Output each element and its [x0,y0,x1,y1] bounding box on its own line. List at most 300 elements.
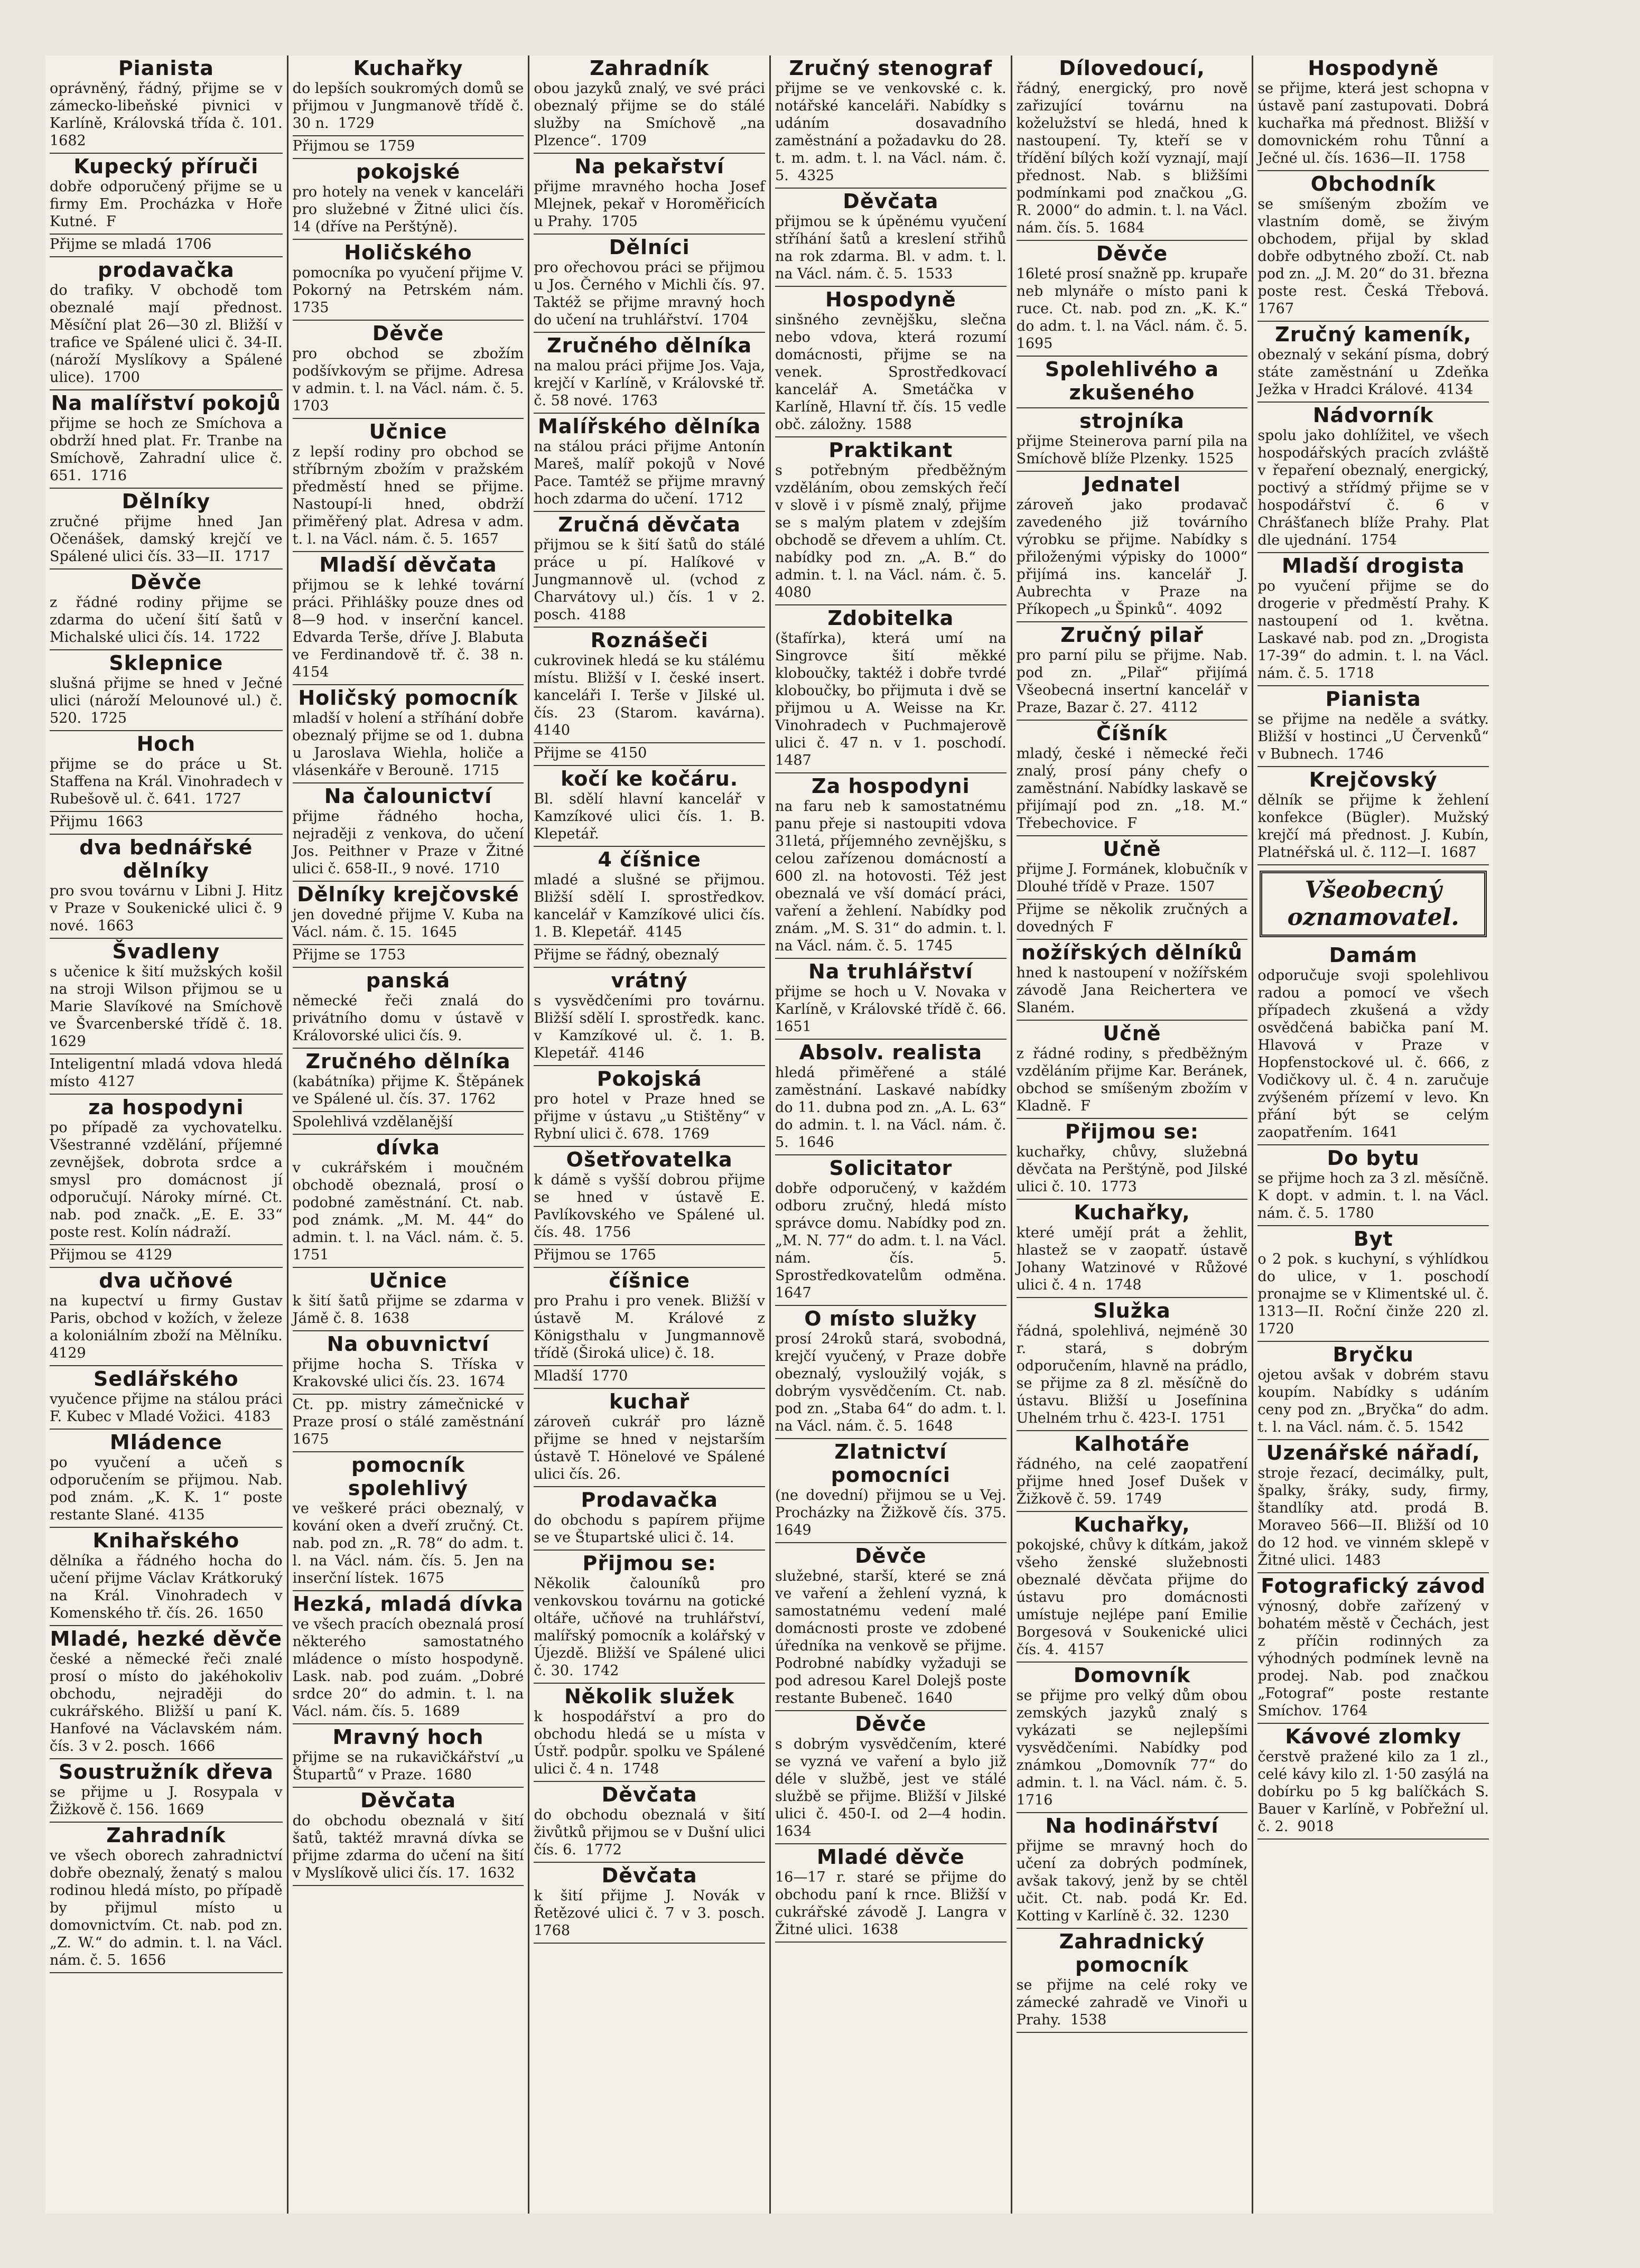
ad-text: se přijme na celé roky ve zámecké zahradě ve Vinoři u Prahy. 1538 [1016,1977,1252,2028]
ad-heading: 4 číšnice [598,848,701,871]
ad-text: kuchařky, chůvy, služebná děvčata na Perštýně, pod Jilské ulici č. 10. 1773 [1016,1144,1252,1195]
classified-ad [1257,767,1494,865]
classified-ad [534,235,770,333]
classified-ad [534,1066,770,1147]
ad-heading: Kupecký příruči [73,155,259,178]
ad-heading: panská [366,969,451,992]
ad-heading: Švadleny [112,940,220,963]
classified-ad [50,1626,287,1759]
ad-heading: dva bednářské dělníky [79,836,253,882]
ad-text: Inteligentní mladá vdova hledá místo 4127 [50,1056,287,1090]
classified-ad [50,1528,287,1626]
ad-heading: Dělníci [609,236,690,259]
ad-text: pokojské, chůvy k dítkám, jakož všeho ženské služebnosti obeznalé děvčata přijme do ústavu pro domácnosti umístuje nejlépe paní Emilie Borgesová v Soukenické ulici čís. 4. 4157 [1016,1537,1252,1658]
ad-text: Bl. sdělí hlavní kancelář v Kamzíkové ulici čís. 1. B. Klepetář. [534,791,770,842]
classified-ad [534,847,770,945]
classified-ad [50,390,287,489]
ad-heading: Děvčata [601,1864,697,1887]
classified-ad [293,945,524,968]
ad-text: zároveň cukrář pro lázně přijme se hned v nejstarším ústavě T. Hönelové ve Spálené ulici čís. 26. [534,1414,770,1482]
classified-ad [1016,622,1252,721]
ad-heading: Zahradník [590,57,710,80]
classified-ad [1016,1431,1252,1512]
ad-text: 16—17 r. staré se přijme do obchodu paní k rnce. Bližší v cukrářské závodě J. Langra v Žitné ulici. 1638 [775,1869,1011,1938]
ad-heading: nožířských dělníků [1021,941,1243,964]
ad-text: pro Prahu i pro venek. Bližší v ústavě M. Králové z Königsthalu v Jungmannově třídě (Široká ulice) č. 18. [534,1293,770,1361]
classified-ad [50,1268,292,1366]
ad-text: Přijmou se 1759 [292,138,415,154]
ad-heading: Uzenářské nářadí, [1266,1441,1480,1464]
ad-text: po vyučení přijme se do drogerie v předměstí Prahy. K nastoupení od 1. května. Laskavé nab. pod zn. „Drogista 17-39“ do admin. t. l. na Václ. nám. č. 5. 1718 [1257,578,1494,682]
ad-text: k šití přijme J. Novák v Řetězové ulici č. 7 v 3. posch. 1768 [534,1888,775,1939]
ad-text: k dámě s vyšší dobrou přijme se hned v ústavě E. Pavlíkovského ve Spálené ul. čís. 48. 1756 [534,1172,770,1240]
classified-ad [1257,942,1494,1145]
classified-ad [534,766,770,847]
ad-heading: za hospodyni [88,1096,244,1119]
classified-ad [775,605,1015,773]
ad-text: přijmou se k úpěnému vyučení stříhání šatů a kreslení střihů na rok zdarma. Bl. v adm. t. l. na Václ. nám. č. 5. 1533 [775,213,1011,282]
ad-text: s dobrým vysvědčením, které se vyzná ve vaření a bylo již déle v službě, jest ve stálé službě se přijme. Bližší v Jilské ulici č. 450-I. od 2—4 hodin. 1634 [775,1736,1015,1840]
ad-heading: Přijmou se: [1065,1120,1199,1143]
ad-text: dobře odporučený přijme se u firmy Em. Procházka v Hoře Kutné. F [50,179,287,230]
classified-ad [1016,1200,1252,1298]
ad-text: na faru neb k samostatnému panu přeje si nastoupiti vdova 31letá, příjemného zevnějšku, s celou zařízenou domácností a 600 zl. na hotovosti. Též jest obeznalá ve vší domácí práci, vaření a žehlení. Nabídky pod znám. „M. S. 31“ do admin. t. l. na Václ. nám. č. 5. 1745 [775,798,1011,954]
ad-heading: Dílovedoucí, [1059,57,1205,80]
masthead-line-2: oznamovatel. [1287,904,1459,931]
ad-heading: dívka [376,1136,440,1159]
ad-text: s potřebným předběžným vzděláním, obou zemských řečí v slově i v písmě znalý, přijme se s malým platem v zdejším obchodě se dřevem a uhlím. Ct. nabídky pod zn. „A. B.“ do admin. t. l. na Václ. nám. č. 5. 4080 [775,462,1015,601]
ad-heading: Pianista [1325,687,1421,711]
classified-ad [775,1155,1015,1306]
ad-text: sinšného zevnějšku, slečna nebo vdova, která rozumí domácnosti, přijme se na venek. Sprostředkovací kancelář A. Smetáčka v Karlíně, Hlavní tř. čís. 15 vedle obč. záložny. 1588 [775,312,1011,433]
ad-heading: Krejčovský [1309,768,1438,791]
ad-heading: Několik služek [564,1685,735,1708]
classified-ad [50,1054,287,1095]
classified-ad [1016,1929,1252,2033]
ad-heading: Dělníky krejčovské [297,883,519,906]
ad-text: s učenice k šití mužských košil na stroji Wilson přijmou se u Marie Slavíkové na Smíchově ve Švarcenberské třídě č. 18. 1629 [50,964,292,1050]
ad-heading: Mladé, hezké děvče [50,1627,282,1650]
ad-heading: Děvče [130,571,202,594]
ad-text: přijme řádného hocha, nejraději z venkova, do učení Jos. Peithner v Praze v Žitné ulici č. 658-II., 9 nové. 1710 [292,808,528,877]
ad-heading: Mladé děvče [816,1845,965,1869]
ad-text: pro hotely na venek v kanceláři pro služebné v Žitné ulici čís. 14 (dříve na Perštýně). [292,184,528,235]
ad-heading: Knihařského [92,1529,240,1552]
ad-text: obeznalý v sekání písma, dobrý státe zaměstnání u Zdeňka Ježka v Hradci Králové. 4134 [1257,347,1494,398]
ad-heading: Učnice [369,1269,448,1292]
classified-ad [534,1389,770,1487]
ad-text: do trafiky. V obchodě tom obeznalé mají přednost. Měsíční plat 26—30 zl. Bližší v trafice ve Spálené ulici č. 34-II. (nároží Myslíkovy a Spálené ulice). 1700 [50,282,287,386]
ad-text: slušná přijme se hned v Ječné ulici (nároží Melounové ul.) č. 520. 1725 [50,675,287,726]
classified-ad [1257,686,1494,767]
classified-ad [292,1268,528,1331]
column-6 [1252,55,1498,2214]
classified-ad [50,257,287,390]
ad-text: Přijmou se 1765 [534,1247,656,1263]
classified-ad [50,154,287,235]
ad-text: odporučuje svoji spolehlivou radou a pomocí ve všech případech zkušená a vždy osvědčená babička paní M. Hlavová v Praze v Hopfenstockové ul. č. 666, z Vodičkovy ul. č. 4 n. zaručuje zvýšeném přízemí v levo. Kn přání být se celým zaopatřením. 1641 [1257,967,1494,1141]
ad-heading: Kalhotáře [1074,1432,1190,1455]
ad-text: pro ořechovou práci se přijmou u Jos. Černého v Michli čís. 97. Taktéž se přijme mravný hoch do učení na truhlářství. 1704 [534,259,770,328]
ad-text: pro hotel v Praze hned se přijme v ústavu „u Stištěny“ v Rybní ulici č. 678. 1769 [534,1091,770,1142]
classified-ad [534,743,765,766]
classified-columns [45,55,1498,2214]
ad-heading: pokojské [356,160,461,183]
ad-text: ojetou avšak v dobrém stavu koupím. Nabídky s udáním ceny pod zn. „Bryčka“ do adm. t. l. na Václ. nám. č. 5. 1542 [1257,1367,1494,1435]
ad-text: prosí 24roků stará, svobodná, krejčí vyučený, v Praze dobře obeznalý, vysloužilý voják, s dobrým vysvědčením. Ct. nab. pod zn. „Staba 64“ do adm. t. l. na Václ. nám. č. 5. 1648 [775,1331,1011,1434]
ad-text: přijmou se k lehké tovární práci. Přihlášky pouze dnes od 8—9 hod. v inserční kancel. Edvarda Terše, dříve J. Blabuta ve Ferdinandově tř. č. 38 n. 4154 [292,577,533,680]
ad-heading: Hospodyně [825,288,956,311]
ad-heading: Zručný pilař [1060,623,1204,647]
classified-ad [50,812,283,835]
ad-text: dělníka a řádného hocha do učení přijme Václav Krátkoruký na Král. Vinohradech v Komenského tř. čís. 26. 1650 [50,1553,287,1621]
ad-text: se smíšeným zbožím ve vlastním domě, se živým obchodem, přijal by sklad dobře odbytného zboží. Ct. nab pod zn. „J. M. 20“ do 31. března poste rest. Česká Třebová. 1767 [1257,196,1498,317]
ad-heading: Fotografický závod [1261,1574,1486,1598]
classified-ad [775,959,1015,1040]
ad-heading: Učně [1103,837,1161,861]
ad-heading: Mravný hoch [332,1725,484,1749]
ad-text: čerstvě pražené kilo za 1 zl., celé kávy kilo zl. 1·50 zasýlá na dobírku po 5 kg balíčkách S. Bauer v Karlíně, v Pobřežní ul. č. 2. 9018 [1257,1749,1494,1835]
column-4 [769,55,1015,2214]
ad-text: po případě za vychovatelku. Všestranné vzdělání, příjemné zevnějšek, dobrota srdce a smysl pro domácnost jí odporučují. Nároky mírné. Ct. nab. pod značk. „E. E. 33“ poste rest. Kolín nádraží. [50,1119,287,1240]
classified-ad [50,835,287,939]
classified-ad [292,968,528,1049]
ad-heading: kočí ke kočáru. [561,767,739,790]
classified-ad [775,1439,1015,1543]
column-3 [528,55,775,2214]
classified-ad [775,189,1011,287]
ad-text: přijme se hoch ze Smíchova a obdrží hned plat. Fr. Tranbe na Smíchově, Zahradní ulice č. 651. 1716 [50,415,287,484]
classified-ad [292,1331,528,1395]
classified-ad [50,1366,287,1430]
ad-text: Přijme se řádný, obeznalý [534,947,719,963]
ad-text: řádný, energický, pro nově zařizující továrnu na koželužství se hledá, hned k nastoupení. Ty, kteří se v třídění bílých koží vyznají, mají přednost. Nab. s bližšími podmínkami pod značkou „G. R. 2000“ do admin. t. l. na Václ. nám. čís. 5. 1684 [1016,80,1252,236]
classified-ad [1016,721,1252,836]
ad-text: ve veškeré práci obeznalý, v kování oken a dveří zručný. Ct. nab. pod zn. „R. 78“ do adm. t. l. na Václ. nám. čís. 5. Jen na inserční lístek. 1675 [292,1500,528,1586]
ad-text: přijme se hoch u V. Novaka v Karlíně, v Královské třídě č. 66. 1651 [775,984,1015,1035]
ad-heading: dva učňové [99,1269,234,1292]
ad-heading: Kuchařky, [1074,1513,1190,1536]
classified-ad [292,419,528,552]
classified-ad [775,55,1011,189]
classified-ad [1257,1226,1498,1342]
classified-ad [292,55,528,136]
classified-ad [1016,1813,1252,1929]
ad-text: Přijme se 4150 [534,745,647,761]
classified-ad [534,1245,765,1268]
ad-heading: Na malířství pokojů [51,391,281,415]
ad-text: se přijme hoch za 3 zl. měsíčně. K dopt. v admin. t. l. na Václ. nám. č. 5. 1780 [1257,1170,1494,1221]
classified-ad [292,1724,528,1788]
ad-heading: Domovník [1073,1664,1191,1687]
classified-ad [1257,1573,1494,1724]
ad-heading: Učně [1103,1022,1161,1045]
ad-heading: Ošetřovatelka [566,1148,733,1171]
classified-ad [775,287,1011,437]
ad-text: Přijme se mladá 1706 [50,236,212,253]
classified-ad [1016,472,1252,622]
ad-heading: Zručný stenograf [789,57,993,80]
classified-ad [1257,403,1494,553]
classified-ad [50,570,287,650]
ad-text: řádná, spolehlivá, nejméně 30 r. stará, s dobrým odporučením, hlavně na prádlo, se přijme za 8 zl. měsíčně do ústavu. Bližší u Josefínina Uhelném trhu č. 423-I. 1751 [1016,1323,1252,1426]
ad-text: Spolehlivá vzdělanější [292,1114,453,1130]
classified-ad [50,489,287,570]
classified-ad [1257,1342,1494,1440]
classified-ad [1257,171,1498,322]
ad-heading: Děvčata [601,1783,697,1806]
ad-text: pomocníka po vyučení přijme V. Pokorný na Petrském nám. 1735 [292,265,533,316]
classified-ad [1016,900,1252,940]
ad-text: dobře odporučený, v každém odboru zručný, hledá místo správce domu. Nabídky pod zn. „M. N. 77“ do adm. t. l. na Václ. nám. čís. 5. Sprostředkovatelům odměna. 1647 [775,1180,1015,1301]
classified-ad [534,512,770,628]
ad-text: k šití šatů přijme se zdarma v Jámě č. 8. 1638 [292,1293,528,1327]
classified-ad [775,773,1011,959]
ad-text: spolu jako dohlížitel, ve všech hospodářských pracích zvláště v řepaření obeznalý, energický, poctivý a střídmý přijme se v hospodářství č. 6 v Chrášťanech blíže Prahy. Plat dle ujednání. 1754 [1257,427,1494,548]
ad-heading: Prodavačka [581,1488,718,1511]
classified-ad [534,154,770,235]
classified-ad [1257,553,1494,686]
classified-ad [50,731,287,812]
column-5 [1011,55,1257,2214]
ad-text: které umějí prát a žehlit, hlastež se v zaopatř. ústavě Johany Watzinové v Růžové ulici č. 4 n. 1748 [1016,1225,1252,1293]
masthead-box [1260,871,1487,937]
ad-text: mladý, české i německé řeči znalý, prosí pány chefy o zaměstnání. Nabídky laskavě se přijímají pod zn. „18. M.“ Třebechovice. F [1016,745,1252,832]
ad-heading: Mladší drogista [1282,554,1465,577]
classified-ad [1017,357,1248,408]
ad-text: k hospodářství a pro do obchodu hledá se u místa v Ústř. podpůr. spolku ve Spálené ulici č. 4 n. 1748 [534,1709,770,1777]
classified-ad [534,1551,770,1684]
ad-heading: Děvčata [843,190,939,213]
ad-heading: Absolv. realista [799,1041,982,1064]
classified-ad [50,55,292,154]
classified-ad [1016,940,1252,1021]
classified-ad [292,1788,528,1886]
classified-ad [775,1844,1011,1943]
ad-text: zručné přijme hned Jan Očenášek, damský krejčí ve Spálené ulici čís. 33—II. 1717 [50,514,287,565]
classified-ad [293,1112,524,1135]
classified-ad [534,1863,775,1944]
classified-ad [292,321,533,419]
ad-heading: Děvče [1096,242,1168,265]
classified-ad [293,136,524,159]
ad-heading: Spolehlivého a zkušeného [1045,358,1219,404]
ad-heading: Kuchařky, [1074,1201,1190,1224]
classified-ad [292,685,528,783]
ad-text: mladé a slušné se přijmou. Bližší sdělí I. sprostředkov. kancelář v Kamzíkové ulici čís. 1. B. Klepetář. 4145 [534,872,770,940]
classified-ad [1016,1298,1252,1431]
ad-text: na kupectví u firmy Gustav Paris, obchod v kožích, v železe a koloniálním zboží na Mělníku. 4129 [50,1293,292,1361]
ad-text: přijme J. Formánek, klobučník v Dlouhé třídě v Praze. 1507 [1016,861,1252,895]
ad-text: mladší v holení a stříhání dobře obeznalý přijme se od 1. dubna u Jaroslava Wiehla, holiče a vlásenkáře v Berouně. 1715 [292,710,528,779]
classified-ad [534,1147,770,1245]
ad-heading: Děvčata [360,1789,456,1812]
ad-heading: Na hodinářství [1045,1814,1219,1837]
ad-text: německé řeči znalá do privátního domu v ústavě v Královorské ulici čís. 9. [292,993,528,1044]
column-1 [45,55,292,2214]
ad-text: stroje řezací, decimálky, pult, špalky, šráky, sudy, firmy, štandlíky atd. prodá B. Moraveo 566—II. Bližší od 10 do 12 hod. ve vinném sklepě v Žitné ulici. 1483 [1257,1465,1494,1569]
ad-text: oprávněný, řádný, přijme se v zámecko-libeňské pivnici v Karlíně, Královská třída č. 101. 1682 [50,80,292,149]
ad-heading: Mládence [109,1431,222,1454]
ad-text: zároveň jako prodavač zavedeného již továrního výrobku se přijme. Nabídky s přiloženými výpisky do 1000“ přijímá ins. kancelář J. Aubrechta v Praze na Příkopech „u Špinků“. 4092 [1016,497,1252,618]
ad-text: hledá přiměřené a stálé zaměstnání. Laskavé nabídky do 11. dubna pod zn. „A. L. 63“ do admin. t. l. na Václ. nám. č. 5. 1646 [775,1065,1011,1151]
classified-ad [292,1395,533,1452]
ad-text: z řádné rodiny přijme se zdarma do učení šití šatů v Michalské ulici čís. 14. 1722 [50,594,287,646]
ad-text: Přijmou se 4129 [50,1247,172,1263]
classified-ad [292,240,533,321]
ad-heading: Hospodyně [1308,57,1439,80]
ad-text: na malou práci přijme Jos. Vaja, krejčí v Karlíně, v Královské tř. č. 58 nové. 1763 [534,358,770,409]
ad-heading: Hezká, mladá dívka [293,1592,524,1616]
ad-text: ve všech pracích obeznalá prosí některého samostatného mládence o místo hospodyně. Lask. nab. pod zuám. „Dobré srdce 20“ do admin. t. l. na Václ. nám. čís. 5. 1689 [292,1616,528,1720]
ad-text: se přijme na neděle a svátky. Bližší v hostinci „U Červenků“ v Bubnech. 1746 [1257,711,1494,762]
classified-ad [534,1268,770,1366]
classified-ad [50,1430,287,1528]
classified-ad [50,1759,287,1823]
classified-ad [50,1245,283,1268]
classified-ad [534,628,775,743]
ad-heading: Zručný kameník, [1275,323,1472,346]
ad-heading: Dělníky [122,490,211,513]
classified-ad [1016,1021,1252,1119]
classified-ad [1016,1119,1252,1200]
ad-heading: Do bytu [1327,1146,1420,1170]
ad-heading: Číšník [1096,722,1168,745]
ad-heading: Solicitator [829,1156,953,1180]
ad-heading: Malířského dělníka [538,415,761,438]
ad-text: (kabátníka) přijme K. Štěpánek ve Spálené ul. čís. 37. 1762 [292,1074,528,1107]
ad-heading: Jednatel [1083,473,1181,496]
ad-text: se přijme pro velký dům obou zemských jazyků znalý s vykázati se nejlepšími vysvědčeními. Nabídky pod známkou „Domovník 77“ do admin. t. l. na Václ. nám. č. 5. 1716 [1016,1687,1257,1808]
classified-ad [534,1782,770,1863]
ad-heading: Zahradník [106,1824,226,1847]
ad-text: (ne dovední) přijmou se u Vej. Procházky na Žižkově čís. 375. 1649 [775,1487,1015,1538]
ad-heading: prodavačka [97,258,235,282]
classified-ad [534,1487,770,1551]
classified-ad [534,414,770,512]
classified-ad [1016,241,1257,357]
ad-heading: Roznášeči [590,629,709,652]
classified-ad [534,1366,765,1389]
classified-ad [1257,1724,1494,1840]
ad-text: 16leté prosí snažně pp. krupaře neb mlynáře o místo pani k ruce. Ct. nab. pod zn. „K. K.“ do adm. t. l. na Václ. nám. č. 5. 1695 [1016,266,1257,352]
classified-ad [50,235,283,257]
ad-heading: Děvče [372,322,444,345]
ad-text: Přijme se několik zručných a dovedných F [1016,901,1252,935]
classified-ad [292,1135,533,1268]
ad-heading: Pianista [118,57,214,80]
ad-text: přijme se mravný hoch do učení za dobrých podmínek, avšak takový, jenž by se chtěl učit. Ct. nab. podá Kr. Ed. Kotting v Karlíně č. 32. 1230 [1016,1838,1252,1924]
classified-ad [775,437,1015,605]
newspaper-page [45,55,1498,2214]
ad-heading: Na obuvnictví [327,1332,490,1356]
ad-text: s vysvědčeními pro továrnu. Bližší sdělí I. sprostředk. kanc. v Kamzíkové ul. č. 1. B. Klepetář. 4146 [534,993,770,1061]
ad-text: cukrovinek hledá se ku stálému místu. Bližší v I. české insert. kanceláři I. Terše v Jilské ul. čís. 23 (Starom. kavárna). 4140 [534,652,775,739]
ad-heading: Hoch [136,732,196,755]
classified-ad [775,1306,1011,1439]
ad-heading: Zlatnictví pomocníci [831,1440,951,1487]
classified-ad [50,1823,287,1973]
ad-text: do lepších soukromých domů se přijmou v Jungmanově třídě č. 30 n. 1729 [292,80,528,132]
classified-ad [292,552,533,685]
ad-heading: Zručného dělníka [305,1050,511,1073]
ad-text: řádného, na celé zaopatření přijme hned Josef Dušek v Žižkově č. 59. 1749 [1016,1456,1252,1507]
classified-ad [50,650,287,731]
classified-ad [534,968,770,1066]
ad-text: služebné, starší, které se zná ve vaření a žehlení vyzná, k samostatnému vedení malé domácnosti proste ve zdobené úředníka na venkově se přijme. Podrobné nabídky vyžaduji se pod adresou Karel Dolejš poste restante Bubeneč. 1640 [775,1568,1011,1706]
ad-text: do obchodu s papírem přijme se ve Štupartské ulici č. 14. [534,1512,770,1546]
ad-text: se přijme u J. Rosypala v Žižkově č. 156. 1669 [50,1784,287,1818]
ad-text: (štafírka), která umí na Singrovce šití měkké kloboučky, taktéž i dobře tvrdé kloboučky, bo přijmuta i dvě se přijmou u A. Weisse na Kr. Vinohradech v Puchmajerově ulici č. 47 n. v 1. poschodí. 1487 [775,630,1015,769]
ad-text: dělník se přijme k žehlení konfekce (Bügler). Mužský krejčí má přednost. J. Kubín, Platnéřská ul. č. 112—I. 1687 [1257,792,1494,861]
ad-heading: Na pekařství [574,155,725,178]
classified-ad [292,159,528,240]
ad-heading: Soustružník dřeva [58,1760,274,1784]
ad-heading: Zdobitelka [827,606,954,630]
classified-ad [1016,55,1252,241]
ad-text: přijme se do práce u St. Staffena na Král. Vinohradech v Rubešově ul. č. 641. 1727 [50,756,287,807]
classified-ad [50,939,292,1054]
ad-heading: Bryčku [1332,1343,1414,1366]
ad-heading: Zručného dělníka [547,334,752,357]
ad-heading: Holičského [344,241,472,264]
ad-text: české a německé řeči znalé prosí o místo do jakéhokoliv obchodu, nejraději do cukrářského. Bližší u paní K. Hanfové na Václavském nám. čís. 3 v 2. posch. 1666 [50,1651,287,1754]
ad-heading: Sklepnice [109,651,223,675]
classified-ad [292,1452,528,1591]
ad-heading: Damám [1329,944,1418,967]
ad-heading: Učnice [369,420,448,443]
classified-ad [1257,1145,1494,1226]
ad-heading: Zručná děvčata [558,513,741,536]
ad-text: obou jazyků znalý, ve své práci obeznalý přijme se do stálé služby na Smíchově „na Plzence“. 1709 [534,80,770,149]
classified-ad [534,333,770,414]
ad-text: do obchodu obeznalá v šití šatů, taktéž mravná dívka se přijme zdarma do učení na šití v Myslíkově ulici čís. 17. 1632 [292,1813,528,1881]
ad-text: v cukrářském i moučném obchodě obeznalá, prosí o podobné zaměstnání. Ct. nab. pod známk. „M. M. 44“ do admin. t. l. na Václ. nám. č. 5. 1751 [292,1160,533,1263]
ad-text: hned k nastoupení v nožířském závodě Jana Reichertera ve Slaném. [1016,965,1252,1016]
ad-text: pro parní pilu se přijme. Nab. pod zn. „Pilař“ přijímá Všeobecná insertní kancelář v Praze, Bazar č. 27. 4112 [1016,647,1252,716]
ad-text: se přijme, která jest schopna v ústavě paní zastupovati. Dobrá kuchařka má přednost. Bližší v domovnickém rohu Tůnní a Ječné ul. čís. 1636—II. 1758 [1257,80,1494,166]
ad-text: vyučence přijme na stálou práci F. Kubec v Mladé Vožici. 4183 [50,1391,287,1425]
ad-text: po vyučení a učeň s odporučením se přijmou. Nab. pod znám. „K. K. 1“ poste restante Slané. 4135 [50,1454,287,1523]
classified-ad [1257,322,1494,403]
ad-heading: Na truhlářství [808,960,973,983]
ad-heading: Zahradnický pomocník [1059,1930,1205,1976]
ad-text: Mladší 1770 [534,1368,628,1384]
classified-ad [1016,1512,1252,1663]
classified-ad [534,945,765,968]
ad-text: pro obchod se zbožím podšívkovým se přijme. Adresa v admin. t. l. na Václ. nám. č. 5. 1703 [292,346,533,414]
ad-heading: Pokojská [597,1067,702,1090]
ad-text: Přijmu 1663 [50,814,143,830]
classified-ad [534,55,770,154]
ad-text: pro svou továrnu v Libni J. Hitz v Praze v Soukenické ulici č. 9 nové. 1663 [50,883,287,934]
ad-heading: Kuchařky [353,57,463,80]
ad-heading: Přijmou se: [582,1552,716,1575]
ad-text: Přijme se 1753 [292,947,406,963]
ad-text: o 2 pok. s kuchyní, s výhlídkou do ulice, v 1. poschodí pronajme se v Klimentské ul. č. 1313—II. Roční činže 220 zl. 1720 [1257,1251,1498,1337]
ad-text: přijme hocha S. Tříska v Krakovské ulici čís. 23. 1674 [292,1356,528,1390]
ad-text: přijme se na rukavičkářství „u Štupartů“ v Praze. 1680 [292,1749,528,1783]
classified-ad [1257,55,1494,171]
classified-ad [50,1095,287,1245]
ad-heading: Mladší děvčata [319,553,497,576]
classified-ad [292,783,528,882]
ad-text: Ct. pp. mistry zámečnické v Praze prosí o stálé zaměstnání 1675 [292,1396,533,1448]
ad-text: z řádné rodiny, s předběžným vzděláním přijme Kar. Beránek, obchod se smíšeným zbožím v Kladně. F [1016,1046,1252,1114]
ad-heading: Sedlářského [94,1367,239,1390]
ad-text: do obchodu obeznalá v šití živůtků přijmou se v Dušní ulici čís. 6. 1772 [534,1807,770,1858]
ad-text: přijme mravného hocha Josef Mlejnek, pekař v Horoměřicích u Prahy. 1705 [534,179,770,230]
